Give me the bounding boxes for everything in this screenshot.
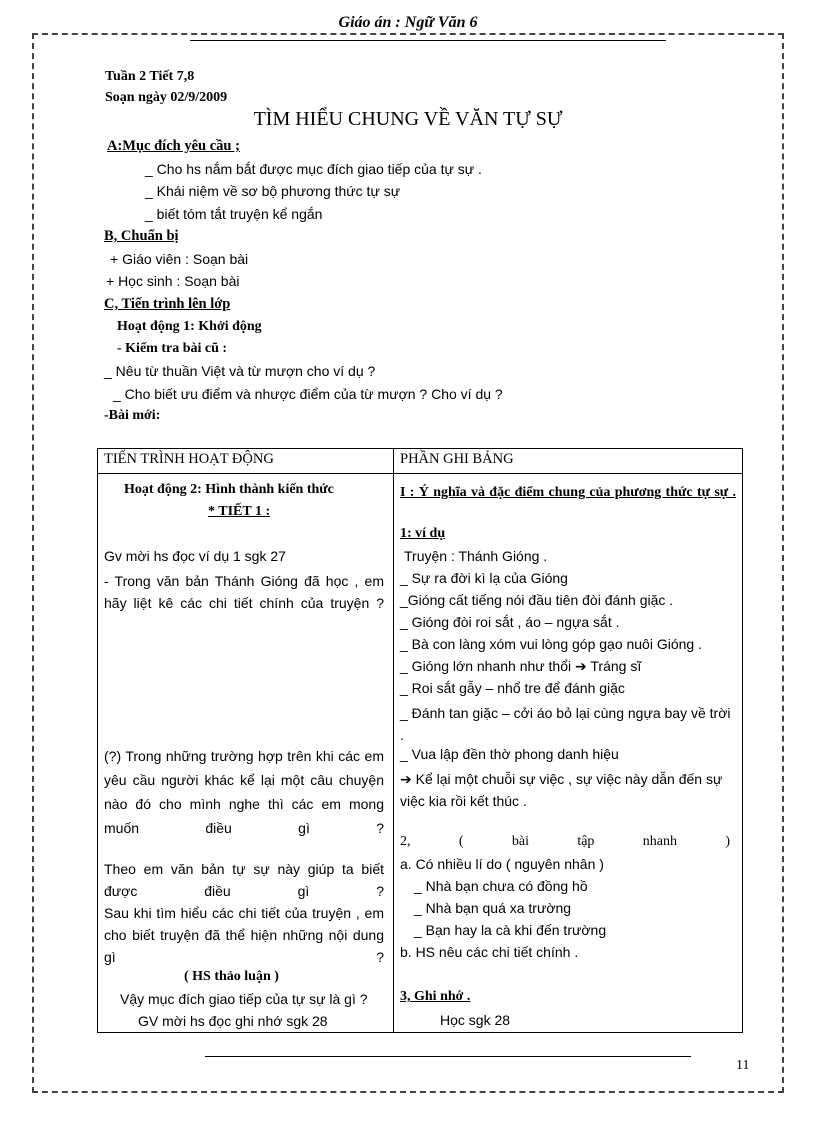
story-detail: _ Gióng lớn nhanh như thổi ➔ Tráng sĩ	[400, 658, 642, 674]
prompt-read-memo: GV mời hs đọc ghi nhớ sgk 28	[138, 1013, 328, 1029]
section-a-item: _ Cho hs nắm bắt được mục đích giao tiếp của tự sự .	[145, 161, 482, 177]
question-2: _ Cho biết ưu điểm và nhược điểm của từ mượn ? Cho ví dụ ?	[113, 386, 503, 402]
section-b-item: + Giáo viên : Soạn bài	[110, 251, 249, 267]
lesson-1-label: * TIẾT 1 :	[208, 504, 271, 519]
memo-heading: 3, Ghi nhớ .	[400, 989, 471, 1004]
question-list-details: - Trong văn bản Thánh Gióng đã học , em hãy liệt kê các chi tiết chính của truyện ?	[104, 573, 384, 611]
story-detail: _ Roi sắt gẫy – nhổ tre để đánh giặc	[400, 680, 625, 696]
question-content: Sau khi tìm hiểu các chi tiết của truyện , em cho biết truyện đã thể hiện những nội dung gì ?	[104, 905, 384, 965]
story-title: Truyện : Thánh Gióng .	[404, 548, 548, 564]
activity-2: Hoạt động 2: Hình thành kiến thức	[124, 482, 334, 497]
lesson-table	[97, 448, 743, 1033]
answer-b: b. HS nêu các chi tiết chính .	[400, 944, 579, 960]
board-notes-cell	[394, 474, 742, 1032]
story-detail: _ Sự ra đời kì lạ của Gióng	[400, 570, 568, 586]
activities-cell	[98, 474, 393, 1032]
section-i-heading: I : Ý nghĩa và đặc điểm chung của phương thức tự sự .	[400, 485, 736, 500]
section-b-heading: B, Chuẩn bị	[104, 228, 179, 244]
header-title: Giáo án : Ngữ Văn 6	[338, 14, 478, 31]
old-lesson-check: - Kiểm tra bài cũ :	[117, 341, 228, 356]
story-detail: _ Đánh tan giặc – cởi áo bỏ lại cùng ngựa bay về trời .	[400, 705, 731, 743]
story-detail: _Gióng cất tiếng nói đầu tiên đòi đánh giặc .	[400, 592, 674, 608]
question-purpose: Theo em văn bản tự sự này giúp ta biết được điều gì ?	[104, 861, 384, 899]
example-2-heading: 2, ( bài tập nhanh )	[400, 834, 730, 849]
answer-a-item: _ Bạn hay la cà khi đến trường	[414, 922, 607, 938]
example-1-heading: 1: ví dụ	[400, 526, 446, 541]
memo-text: Học sgk 28	[440, 1012, 511, 1028]
section-c-heading: C, Tiến trình lên lớp	[104, 296, 231, 312]
page-number: 11	[736, 1058, 750, 1073]
story-detail: _ Vua lập đền thờ phong danh hiệu	[400, 746, 619, 762]
question-expectation: (?) Trong những trường hợp trên khi các em yêu cầu người khác kể lại một câu chuyện nào đó cho mình nghe thì các em mong muốn điều gì ?	[104, 748, 384, 836]
document-title: TÌM HIỂU CHUNG VỀ VĂN TỰ SỰ	[253, 108, 563, 130]
question-1: _ Nêu từ thuần Việt và từ mượn cho ví dụ ?	[104, 363, 376, 379]
header-divider	[190, 40, 666, 41]
story-conclusion: ➔ Kể lại một chuỗi sự việc , sự việc này dẫn đến sự việc kia rồi kết thúc .	[400, 771, 723, 809]
column-header-activities: TIẾN TRÌNH HOẠT ĐỘNG	[98, 449, 394, 474]
story-detail: _ Gióng đòi roi sắt , áo – ngựa sắt .	[400, 614, 620, 630]
answer-a-item: _ Nhà bạn chưa có đồng hồ	[414, 878, 588, 894]
new-lesson: -Bài mới:	[104, 408, 161, 423]
section-b-item: + Học sinh : Soạn bài	[106, 273, 240, 289]
story-detail: _ Bà con làng xóm vui lòng góp gạo nuôi Gióng .	[400, 636, 702, 652]
discussion-note: ( HS thảo luận )	[184, 969, 279, 984]
week-info: Tuần 2 Tiết 7,8	[105, 69, 195, 84]
answer-a-item: _ Nhà bạn quá xa trường	[414, 900, 572, 916]
activity-1: Hoạt động 1: Khởi động	[117, 319, 262, 334]
footer-divider	[205, 1056, 691, 1057]
prompt-read-example: Gv mời hs đọc ví dụ 1 sgk 27	[104, 548, 286, 564]
section-a-heading: A:Mục đích yêu cầu ;	[107, 138, 240, 154]
date-info: Soạn ngày 02/9/2009	[105, 90, 228, 105]
section-a-item: _ Khái niệm về sơ bộ phương thức tự sự	[145, 183, 401, 199]
question-communication-goal: Vậy mục đích giao tiếp của tự sự là gì ?	[120, 991, 368, 1007]
answer-a: a. Có nhiều lí do ( nguyên nhân )	[400, 856, 604, 872]
section-a-item: _ biết tóm tắt truyện kể ngắn	[145, 206, 323, 222]
column-header-board-notes: PHẦN GHI BẢNG	[394, 449, 743, 474]
